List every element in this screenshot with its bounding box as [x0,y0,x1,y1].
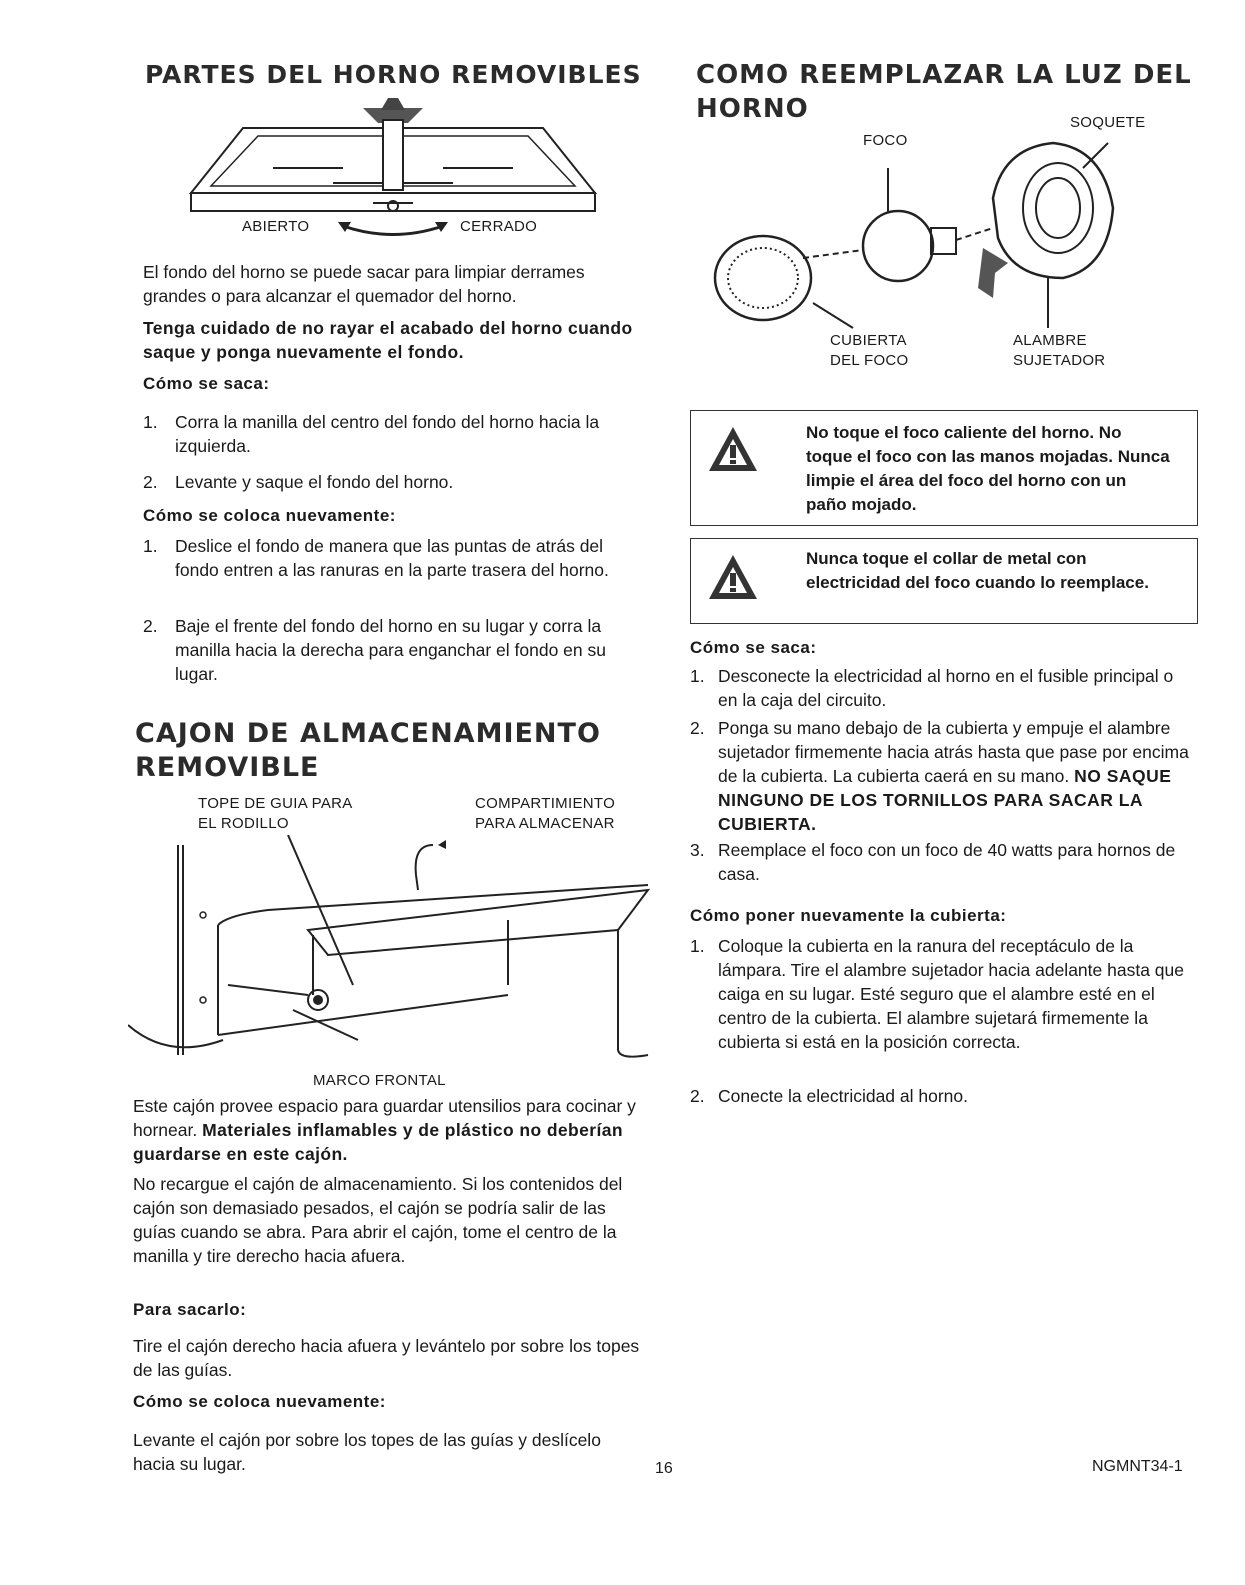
list-item [143,470,648,494]
step-text: Corra la manilla del centro del fondo del horno hacia la izquierda. [175,412,600,456]
step-number: 1. [690,666,705,686]
step-text: Coloque la cubierta en la ranura del receptáculo de la lámpara. Tire el alambre sujetador hacia adelante hasta que caiga en su lugar. Esté seguro que el alambre esté en el centro de la cubierta. El alambre sujetará firmemente la cubierta si está en la posición correcta. [718,936,1184,1052]
step-text: Baje el frente del fondo del horno en su lugar y corra la manilla hacia la derecha para enganchar el fondo en su lugar. [175,616,606,684]
warning-box-metal-collar [690,538,1198,624]
list-item [143,614,648,686]
label-compartment-2: PARA ALMACENAR [475,815,615,832]
list-item [690,934,1195,1054]
label-wire-1: ALAMBRE [1013,332,1087,349]
oven-light-illustration [703,128,1143,333]
heading-replace-light-2: HORNO [696,94,809,124]
step-text: Conecte la electricidad al horno. [718,1086,969,1106]
label-open: ABIERTO [242,218,310,235]
label-compartment-1: COMPARTIMIENTO [475,795,616,812]
label-cover-2: DEL FOCO [830,352,909,369]
list-item [690,838,1195,886]
list-item [690,664,1195,712]
drawer-remove-heading: Para sacarlo: [133,1300,247,1319]
document-code: NGMNT34-1 [1092,1458,1183,1475]
step-text: Levante y saque el fondo del horno. [175,472,454,492]
warning-icon [707,425,759,473]
drawer-remove-text: Tire el cajón derecho hacia afuera y levántelo por sobre los topes de las guías. [133,1336,640,1380]
list-item [690,716,1195,836]
drawer-replace-text: Levante el cajón por sobre los topes de las guías y deslícelo hacia su lugar. [133,1430,601,1474]
drawer-para2: No recargue el cajón de almacenamiento. Si los contenidos del cajón son demasiado pesados, el cajón se podría salir de las guías cuando se abra. Para abrir el cajón, tome el centro de la manilla y tire derecho hacia afuera. [133,1174,623,1266]
page-number: 16 [655,1460,673,1477]
step-number: 1. [143,536,158,556]
warning-box-hot-bulb [690,410,1198,526]
bulb-replace-heading: Cómo poner nuevamente la cubierta: [690,906,1007,925]
label-roller-stop-1: TOPE DE GUIA PARA [198,795,353,812]
replace-heading: Cómo se coloca nuevamente: [143,506,396,525]
step-number: 2. [690,1086,705,1106]
drawer-warning-text: Materiales inflamables y de plástico no deberían guardarse en este cajón. [133,1120,623,1164]
label-wire-2: SUJETADOR [1013,352,1106,369]
list-item [690,1084,1195,1108]
step-number: 1. [143,412,158,432]
step-number: 1. [690,936,705,956]
label-cover-1: CUBIERTA [830,332,907,349]
label-socket: SOQUETE [1070,114,1146,131]
step-text: Deslice el fondo de manera que las puntas de atrás del fondo entren a las ranuras en la parte trasera del horno. [175,536,609,580]
label-roller-stop-2: EL RODILLO [198,815,289,832]
drawer-replace-heading: Cómo se coloca nuevamente: [133,1392,386,1411]
drawer-intro [133,1094,643,1166]
heading-storage-drawer-2: REMOVIBLE [135,752,320,783]
parts-intro: El fondo del horno se puede sacar para limpiar derrames grandes o para alcanzar el quemador del horno. [143,262,585,306]
heading-storage-drawer-1: CAJON DE ALMACENAMIENTO [135,718,601,749]
step-number: 2. [143,472,158,492]
step-number: 2. [143,616,158,636]
heading-removable-parts: PARTES DEL HORNO REMOVIBLES [145,60,642,89]
step-number: 3. [690,840,705,860]
label-front-frame: MARCO FRONTAL [313,1072,446,1089]
remove-heading: Cómo se saca: [143,374,270,393]
storage-drawer-illustration [128,835,653,1070]
parts-caution: Tenga cuidado de no rayar el acabado del horno cuando saque y ponga nuevamente el fondo. [143,318,633,362]
step-bold-text: NO SAQUE NINGUNO DE LOS TORNILLOS PARA SACAR LA CUBIERTA. [718,766,1172,834]
label-closed: CERRADO [460,218,538,235]
step-text: Desconecte la electricidad al horno en el fusible principal o en la caja del circuito. [718,666,1174,710]
warning-text-1: No toque el foco caliente del horno. No toque el foco con las manos mojadas. Nunca limpie el área del foco del horno con un paño mojado. [806,423,1170,514]
step-number: 2. [690,718,705,738]
bulb-remove-heading: Cómo se saca: [690,638,817,657]
heading-replace-light-1: COMO REEMPLAZAR LA LUZ DEL [696,60,1192,90]
warning-icon [707,553,759,601]
list-item [143,534,648,582]
step-text: Reemplace el foco con un foco de 40 watts para hornos de casa. [718,840,1176,884]
drawer-intro-text: Este cajón provee espacio para guardar utensilios para cocinar y hornear. [133,1096,636,1140]
label-bulb: FOCO [863,132,908,149]
warning-text-2: Nunca toque el collar de metal con electricidad del foco cuando lo reemplace. [806,549,1149,592]
list-item [143,410,648,458]
step-text: Ponga su mano debajo de la cubierta y empuje el alambre sujetador firmemente hacia atrás hasta que pase por encima de la cubierta. La cubierta caerá en su mano. [718,718,1189,786]
